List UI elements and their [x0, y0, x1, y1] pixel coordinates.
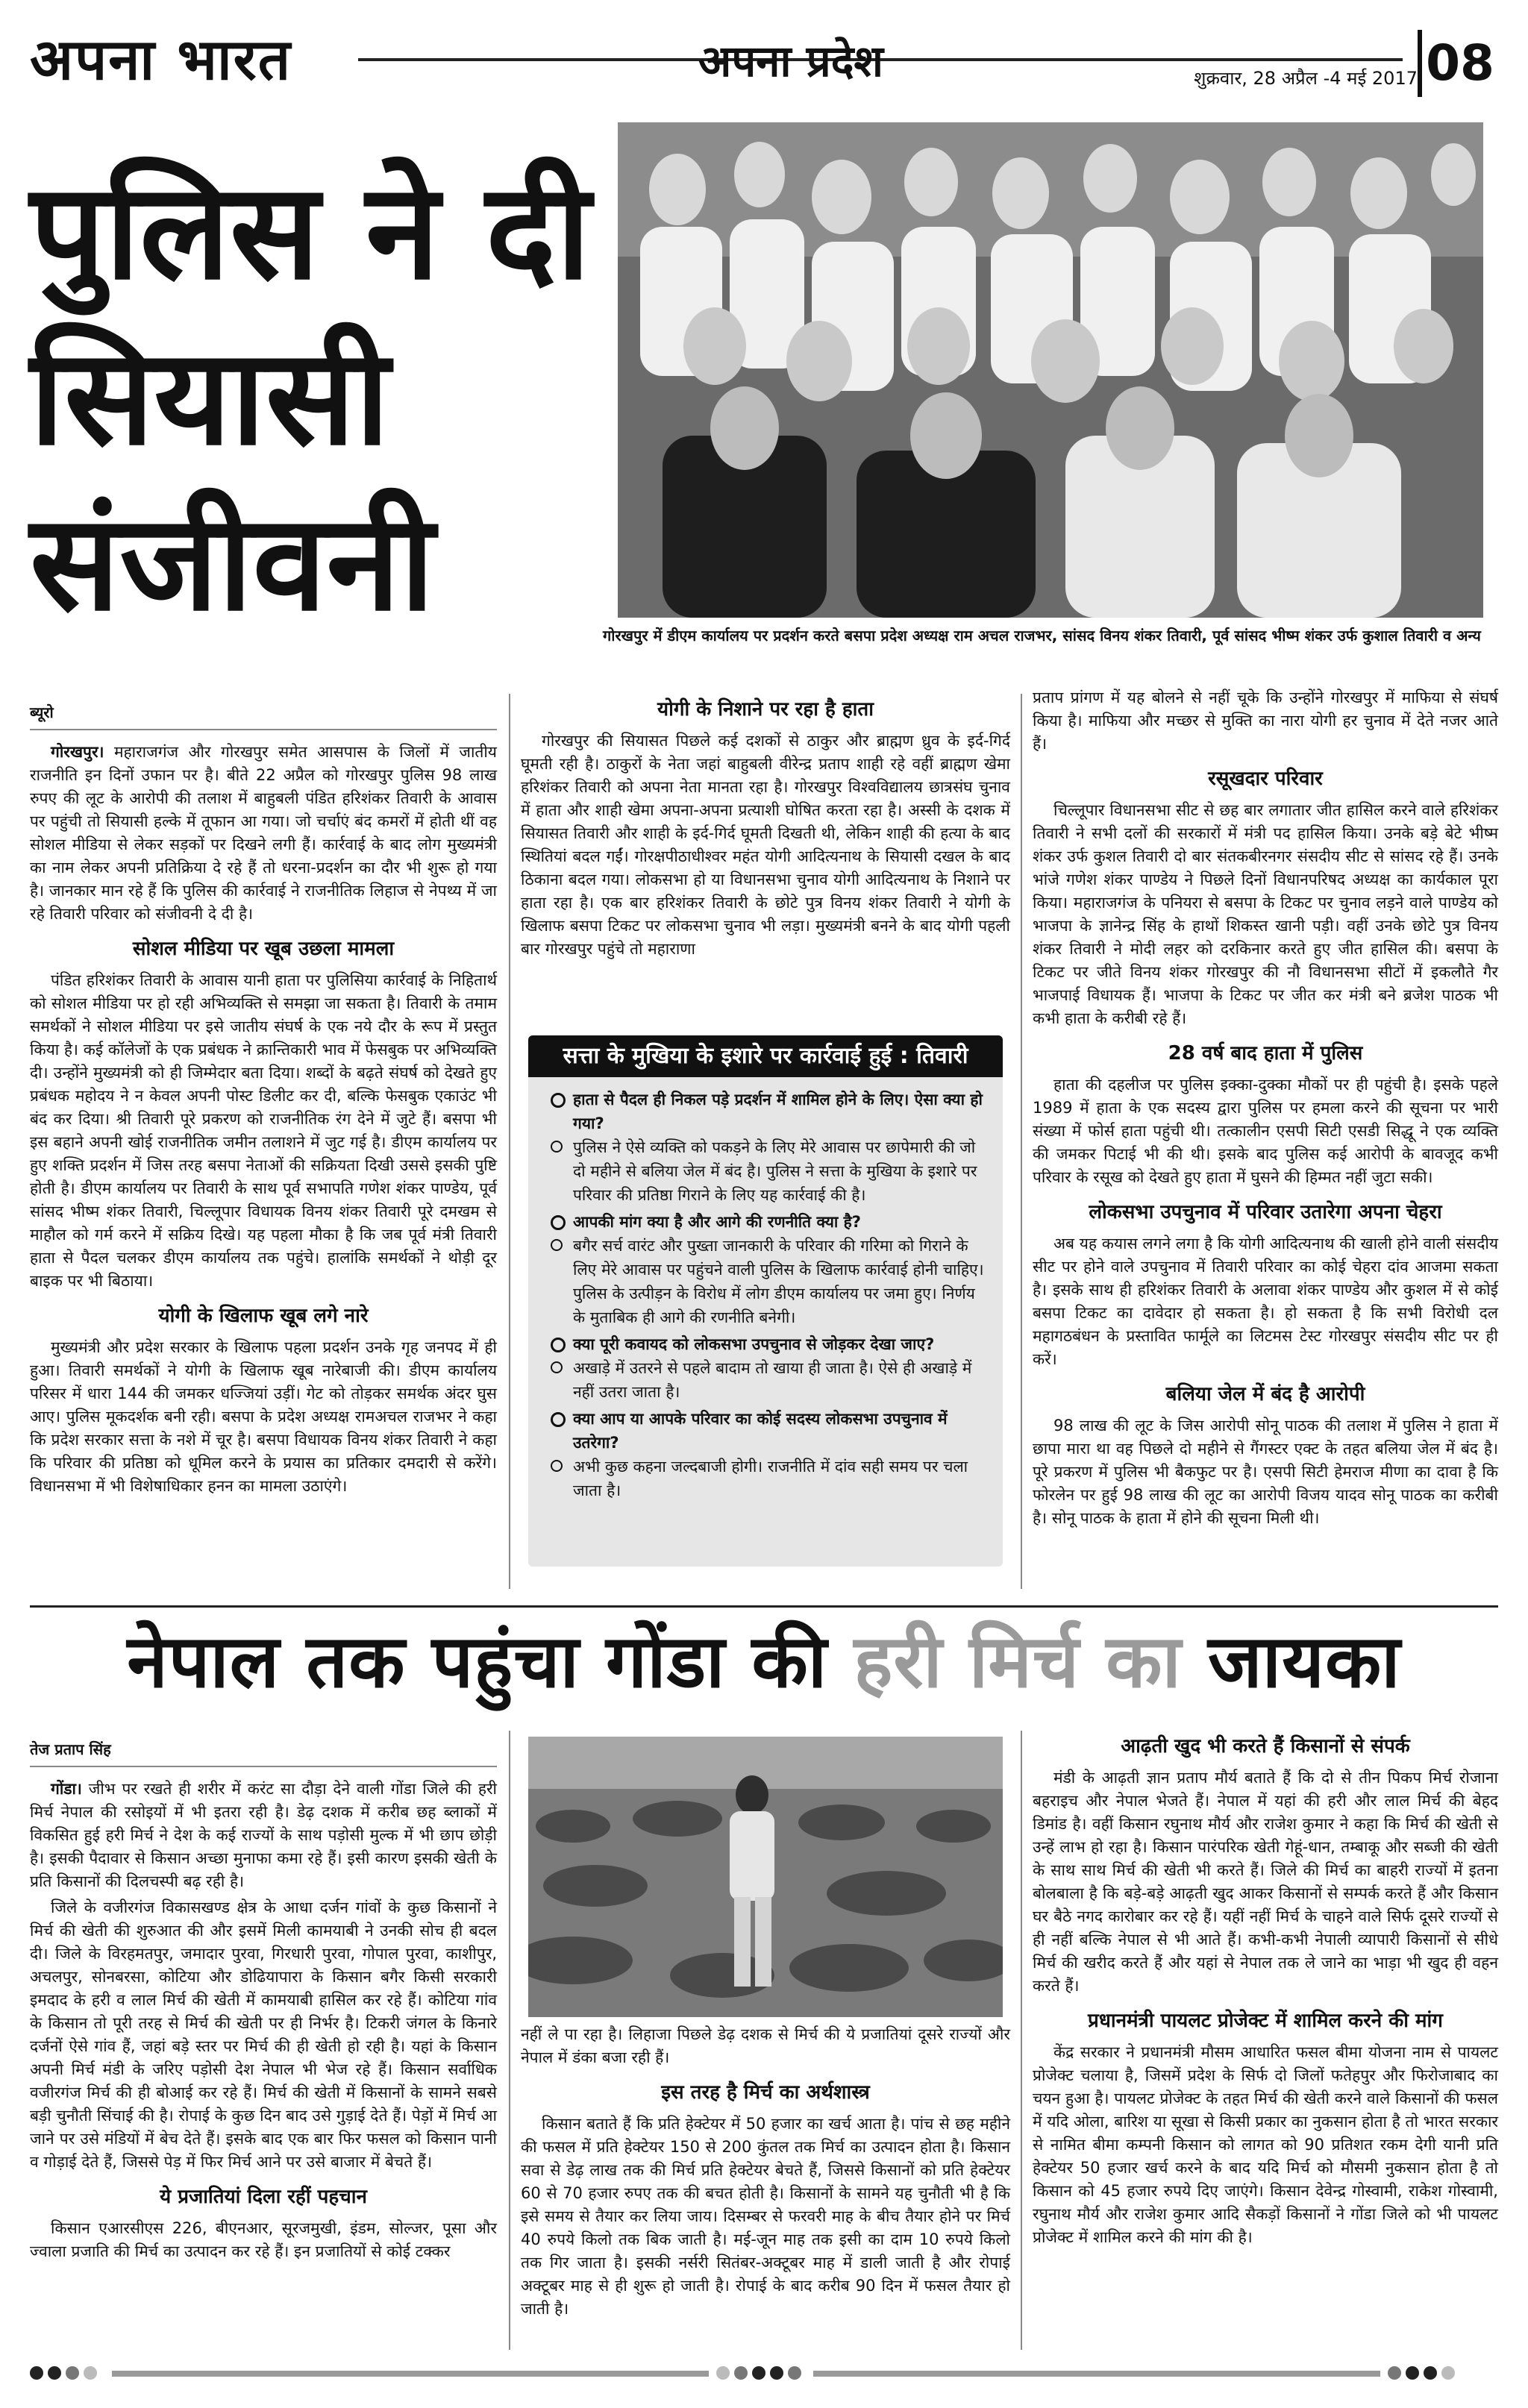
- interview-answer: अभी कुछ कहना जल्दबाजी होगी। राजनीति में दांव सही समय पर चला जाता है।: [551, 1455, 986, 1502]
- dot: [1388, 2366, 1401, 2380]
- dot: [1406, 2366, 1419, 2380]
- paragraph: हाता की दहलीज पर पुलिस इक्का-दुक्का मौकों पर ही पहुंची है। इसके पहले 1989 में हाता के एक सदस्य द्वारा पुलिस पर हमला करने की सूचना पर भारी संख्या में फोर्स हाता पहुंची थी। तत्कालीन एसपी सिटी एसडी सिद्धू ने एक व्यक्ति की जमकर पिटाई भी की थी। इसके बाद पुलिस कई आरोपी के बावजूद कभी परिवार के रसूख को देखते हुए हाता में घुसने की हिम्मत नहीं जुटा सकी।: [1033, 1076, 1498, 1186]
- masthead: [30, 22, 1498, 104]
- dateline: गोंडा।: [51, 1780, 82, 1798]
- subheading: प्रधानमंत्री पायलट प्रोजेक्ट में शामिल करने की मांग: [1088, 2010, 1443, 2032]
- dateline: गोरखपुर।: [51, 743, 104, 761]
- story2-column-2: [521, 2023, 1010, 2324]
- interview-question: हाता से पैदल ही निकल पड़े प्रदर्शन में शामिल होने के लिए। ऐसा क्या हो गया?: [551, 1088, 986, 1135]
- paragraph: मंडी के आढ़ती ज्ञान प्रताप मौर्य बताते हैं कि दो से तीन पिकप मिर्च रोजाना बहराइच और नेपाल भेजते हैं। नेपाल में यहां की हरी और लाल मिर्च की बेहद डिमांड है। वहीं किसान रघुनाथ मौर्य और राजेश कुमार ने कहा कि मिर्च की खेती से उन्हें लाभ हो रहा है। किसान पारंपरिक खेती गेहूं-धान, तम्बाकू और सब्जी की खेती के साथ साथ मिर्च की खेती भी करते हैं। जिले की मिर्च का बाहरी राज्यों में इतना बोलबाला है कि बड़े-बड़े आढ़ती खुद आकर किसानों से सम्पर्क करते हैं और किसान घर बैठे नगद कारोबार कर रहे हैं। यहीं नहीं मिर्च के चाहने वाले सिर्फ दूसरे राज्यों से ही नहीं बल्कि नेपाल से भी आते हैं। कभी-कभी नेपाली व्यापारी किसानों से सीधे मिर्च की खरीद करते हैं और यहां से नेपाल तक ले जाने का भाड़ा भी खुद ही वहन करते हैं।: [1033, 1769, 1498, 1995]
- dot: [734, 2366, 748, 2380]
- interview-question: आपकी मांग क्या है और आगे की रणनीति क्या है?: [551, 1210, 986, 1234]
- interview-answer: अखाड़े में उतरने से पहले बादाम तो खाया ही जाता है। ऐसे ही अखाड़े में नहीं उतरा जाता है।: [551, 1356, 986, 1404]
- story2-column-3: [1033, 1723, 1498, 2252]
- headline-line-3: संजीवनी: [30, 486, 435, 640]
- subheading: आढ़ती खुद भी करते हैं किसानों से संपर्क: [1121, 1735, 1410, 1758]
- page-number: 08: [1418, 30, 1498, 97]
- paragraph: गोरखपुर की सियासत पिछले कई दशकों से ठाकुर और ब्राह्मण ध्रुव के इर्द-गिर्द घूमती रही है। ठाकुरों के नेता जहां बाहुबली वीरेन्द्र प्रताप शाही रहे वहीं ब्राह्मण खेमा हरिशंकर तिवारी को अपना नेता मानता रहा है। गोरखपुर विश्वविद्यालय छात्रसंघ चुनाव में हाता और शाही खेमा अपना-अपना प्रत्याशी घोषित करता रहा है। अस्सी के दशक में सियासत तिवारी और शाही के इर्द-गिर्द घूमती दिखती थी, लेकिन शाही की हत्या के बाद स्थितियां बदल गईं। गोरक्षपीठाधीश्वर महंत योगी आदित्यनाथ के सियासी दखल के बाद ठिकाना बदल गया। लोकसभा हो या विधानसभा चुनाव योगी आदित्यनाथ के निशाने पर हाता रहा है। एक बार हरिशंकर तिवारी के छोटे पुत्र विनय शंकर तिवारी ने योगी के खिलाफ बसपा टिकट पर लोकसभा चुनाव भी लड़ा। मुख्यमंत्री बनने के बाद योगी पहली बार गोरखपुर पहुंचे तो महाराणा: [521, 732, 1010, 958]
- dot: [1424, 2366, 1437, 2380]
- dot: [788, 2366, 801, 2380]
- story-divider: [30, 1605, 1498, 1608]
- byline: ब्यूरो: [30, 701, 497, 730]
- subheading: योगी के निशाने पर रहा है हाता: [657, 698, 874, 721]
- dot: [30, 2366, 43, 2380]
- subheading: ये प्रजातियां दिला रहीं पहचान: [160, 2186, 367, 2208]
- paragraph: जीभ पर रखते ही शरीर में करंट सा दौड़ा देने वाली गोंडा जिले की हरी मिर्च नेपाल की रसोइयों में भी इतरा रही है। डेढ़ दशक में करीब छह ब्लाकों में विकसित हुई हरी मिर्च ने देश के कई राज्यों के साथ पड़ोसी मुल्क में भी छाप छोड़ी है। इसकी पैदावार से किसान अच्छा मुनाफा कमा रहे हैं। इसी कारण इसकी खेती के प्रति किसानों की दिलचस्पी बढ़ रही है।: [30, 1780, 497, 1890]
- footer-dots-center: [716, 2366, 806, 2381]
- dot: [716, 2366, 730, 2380]
- interview-question: क्या आप या आपके परिवार का कोई सदस्य लोकसभा उपचुनाव में उतरेगा?: [551, 1407, 986, 1455]
- second-headline: [30, 1617, 1498, 1707]
- section-name: अपना प्रदेश: [698, 36, 883, 87]
- issue-date: शुक्रवार, 28 अप्रैल -4 मई 2017: [1194, 68, 1418, 89]
- column-rule: [1021, 694, 1022, 1589]
- byline: तेज प्रताप सिंह: [30, 1738, 497, 1767]
- main-headline: [30, 149, 597, 646]
- dot: [84, 2366, 97, 2380]
- footer-bar: [112, 2371, 709, 2377]
- headline-part: नेपाल तक पहुंचा गोंडा की: [127, 1620, 854, 1705]
- paragraph: अब यह कयास लगने लगा है कि योगी आदित्यनाथ की खाली होने वाली संसदीय सीट पर होने वाले उपचुनाव में तिवारी परिवार का कोई चेहरा दांव आजमा सकता है। इसके साथ ही हरिशंकर तिवारी के अलावा शंकर पाण्डेय और कुशल में से कोई बसपा टिकट का दावेदार हो सकता है। हो सकता है कि सभी विरोधी दल महागठबंधन के प्रस्तावित फार्मूले का लिटमस टेस्ट गोरखपुर संसदीय सीट पर ही करें।: [1033, 1235, 1498, 1368]
- subheading: 28 वर्ष बाद हाता में पुलिस: [1168, 1042, 1363, 1065]
- subheading: सोशल मीडिया पर खूब उछला मामला: [132, 938, 395, 960]
- headline-line-2: सियासी: [30, 320, 390, 474]
- dot: [66, 2366, 79, 2380]
- photo-caption: गोरखपुर में डीएम कार्यालय पर प्रदर्शन करते बसपा प्रदेश अध्यक्ष राम अचल राजभर, सांसद विनय शंकर तिवारी, पूर्व सांसद भीष्म शंकर उर्फ कुशाल तिवारी व अन्य: [603, 627, 1481, 645]
- story1-column-3: [1033, 686, 1498, 1533]
- column-rule: [509, 1731, 510, 2350]
- footer-bar: [813, 2371, 1380, 2377]
- paragraph: 98 लाख की लूट के जिस आरोपी सोनू पाठक की तलाश में पुलिस ने हाता में छापा मारा था वह पिछले दो महीने से गैंगस्टर एक्ट के तहत बलिया जेल में बंद है। पूरे प्रकरण में पुलिस भी बैकफुट पर है। एसपी सिटी हेमराज मीणा का दावा है कि फोरलेन पर हुई 98 लाख की लूट का आरोपी विजय यादव सोनू पाठक का करीबी है। सोनू पाठक के हाता में होने की सूचना मिली थी।: [1033, 1417, 1498, 1527]
- interview-answer: पुलिस ने ऐसे व्यक्ति को पकड़ने के लिए मेरे आवास पर छापेमारी की जो दो महीने से बलिया जेल में बंद है। पुलिस ने सत्ता के मुखिया के इशारे पर परिवार की प्रतिष्ठा गिराने के लिए यह कार्रवाई की है।: [551, 1135, 986, 1207]
- subheading: योगी के खिलाफ खूब लगे नारे: [158, 1305, 369, 1327]
- paragraph: केंद्र सरकार ने प्रधानमंत्री मौसम आधारित फसल बीमा योजना नाम से पायलट प्रोजेक्ट चलाया है, जिसमें प्रदेश के सिर्फ दो जिलों फतेहपुर और फिरोजाबाद का चयन हुआ है। पायलट प्रोजेक्ट के तहत मिर्च की खेती करने वाले किसानों की फसल में यदि ओला, बारिश या सूखा से किसी प्रकार का नुकसान होता है तो भारत सरकार से नामित बीमा कम्पनी किसान को लागत को 90 प्रतिशत रकम देगी यानी प्रति हेक्टेयर 50 हजार खर्च करने के बाद यदि मिर्च को मौसमी नुकसान होता है तो किसान को 45 हजार रुपये दिए जाएंगे। किसान देवेन्द्र गोस्वामी, राकेश गोस्वामी, रघुनाथ मौर्य और राजेश कुमार आदि सैकड़ों किसानों ने गोंडा जिले को भी पायलट प्रोजेक्ट में शामिल करने की मांग की है।: [1033, 2043, 1498, 2246]
- paragraph: मुख्यमंत्री और प्रदेश सरकार के खिलाफ पहला प्रदर्शन उनके गृह जनपद में ही हुआ। तिवारी समर्थकों ने योगी के खिलाफ खूब नारेबाजी की। डीएम कार्यालय परिसर में धारा 144 की जमकर धज्जियां उड़ीं। गेट को तोड़कर समर्थक अंदर घुस आए। पुलिस मूकदर्शक बनी रही। बसपा के प्रदेश अध्यक्ष रामअचल राजभर ने कहा कि प्रदेश सरकार सत्ता के नशे में चूर है। बसपा विधायक विनय शंकर तिवारी ने कहा कि परिवार की प्रतिष्ठा को धूमिल करने के प्रयास का प्रतिकार दमदारी से करेंगे। विधानसभा में भी विशेषाधिकार हनन का मामला उठाएंगे।: [30, 1338, 497, 1495]
- footer-dots-right: [1388, 2366, 1459, 2381]
- subheading: इस तरह है मिर्च का अर्थशास्त्र: [661, 2081, 870, 2104]
- dot: [770, 2366, 783, 2380]
- dot: [752, 2366, 765, 2380]
- paragraph: जिले के वजीरगंज विकासखण्ड क्षेत्र के आधा दर्जन गांवों के कुछ किसानों ने मिर्च की खेती की शुरुआत की और इसमें मिली कामयाबी ने उनकी सोच ही बदल दी। जिले के विरहमतपुर, जमादार पुरवा, गिरधारी पुरवा, गोपाल पुरवा, काशीपुर, अचलपुर, सोनबरसा, कोटिया और डोढियापारा के किसान बगैर किसी सरकारी इमदाद के हरी व लाल मिर्च की खेती में कामयाबी हासिल कर रहे हैं। कोटिया गांव के किसान तो पूरी तरह से मिर्च की खेती पर ही निर्भर है। टिकरी जंगल के किनारे दर्जनों ऐसे गांव हैं, जहां बड़े स्तर पर मिर्च की ही खेती हो रही है। यहां के किसान अपनी मिर्च मंडी के जरिए पड़ोसी देश नेपाल भी भेज रहे हैं। किसान सर्वाधिक वजीरगंज मिर्च की ही बोआई कर रहे हैं। मिर्च की खेती में किसानों के सामने सबसे बड़ी चुनौती सिंचाई की है। रोपाई के कुछ दिन बाद उसे गुड़ाई देते हैं। पेड़ों में मिर्च आ जाने पर उसे मंडियों में बेच देते हैं। इसके बाद एक बार फिर फसल को किसान पानी व गोड़ाई देते हैं, जिससे पेड़ में फिर मिर्च आने पर उसे बाजार में बेचते हैं।: [30, 1899, 497, 2171]
- newspaper-logo: अपना भारत: [30, 26, 292, 93]
- story2-column-1: [30, 1738, 497, 2266]
- interview-answer: बगैर सर्च वारंट और पुख्ता जानकारी के परिवार की गरिमा को गिराने के लिए मेरे आवास पर पहुंचने वाली पुलिस के खिलाफ कार्रवाई होनी चाहिए। पुलिस के उत्पीड़न के विरोध में लोग डीएम कार्यालय पर जमा हुए। निर्णय के मुताबिक ही आगे की रणनीति बनेगी।: [551, 1234, 986, 1329]
- protest-crowd-photo: [618, 122, 1483, 618]
- story1-column-2: [521, 686, 1010, 964]
- dot: [1441, 2366, 1455, 2380]
- paragraph: चिल्लूपार विधानसभा सीट से छह बार लगातार जीत हासिल करने वाले हरिशंकर तिवारी ने सभी दलों की सरकारों में मंत्री पद हासिल किया। उनके बड़े बेटे भीष्म शंकर उर्फ कुशल तिवारी दो बार संतकबीरनगर संसदीय सीट से सांसद रहे हैं। उनके भांजे गणेश शंकर पाण्डेय ने पिछले दिनों विधानपरिषद अध्यक्ष का कार्यकाल पूरा किया। महाराजगंज के पनियरा से बसपा के टिकट पर चुनाव लड़ने वाले पाण्डेय को भाजपा के ज्ञानेन्द्र सिंह के हाथों शिकस्त खानी पड़ी। वहीं उनके छोटे पुत्र विनय शंकर तिवारी ने मोदी लहर को दरकिनार करते हुए जीत हासिल की। बसपा के टिकट पर जीते विनय शंकर गोरखपुर की नौ विधानसभा सीटों में इकलौते गैर भाजपाई विधायक हैं। भाजपा के टिकट पर जीत कर मंत्री बने ब्रजेश पाठक भी कभी हाता के करीबी रहे हैं।: [1033, 801, 1498, 1027]
- interview-title: सत्ता के मुखिया के इशारे पर कार्रवाई हुई : तिवारी: [528, 1035, 1003, 1077]
- paragraph: नहीं ले पा रहा है। लिहाजा पिछले डेढ़ दशक से मिर्च की ये प्रजातियां दूसरे राज्यों और नेपाल में डंका बजा रही हैं।: [521, 2025, 1010, 2066]
- headline-line-1: पुलिस ने दी: [30, 154, 591, 309]
- subheading: लोकसभा उपचुनाव में परिवार उतारेगा अपना चेहरा: [1089, 1201, 1442, 1223]
- column-rule: [509, 694, 510, 1589]
- interview-question: क्या पूरी कवायद को लोकसभा उपचुनाव से जोड़कर देखा जाए?: [551, 1332, 986, 1356]
- interview-box: [528, 1035, 1003, 1567]
- headline-highlight: हरी मिर्च का: [854, 1620, 1182, 1705]
- dot: [48, 2366, 61, 2380]
- paragraph: किसान बताते हैं कि प्रति हेक्टेयर में 50 हजार का खर्च आता है। पांच से छह महीने की फसल में प्रति हेक्टेयर 150 से 200 कुंतल तक मिर्च का उत्पादन होता है। किसान सवा से डेढ़ लाख तक की मिर्च प्रति हेक्टेयर बेचते हैं, जिससे किसानों को प्रति हेक्टेयर 60 से 70 हजार रुपए तक की बचत होती है। किसानों के सामने यह चुनौती भी है कि इसे समय से तैयार कर लिया जाय। दिसम्बर से फरवरी माह के बीच तैयार होने पर मिर्च 40 रुपये किलो तक बिक जाती है। मई-जून माह तक इसी का दाम 10 रुपये किलो तक गिर जाता है। इसकी नर्सरी सितंबर-अक्टूबर माह में डाली जाती है और रोपाई अक्टूबर माह से ही शुरू हो जाती है। रोपाई के बाद करीब 90 दिन में फसल तैयार हो जाती है।: [521, 2115, 1010, 2318]
- paragraph: पंडित हरिशंकर तिवारी के आवास यानी हाता पर पुलिसिया कार्रवाई के निहितार्थ को सोशल मीडिया पर हो रही अभिव्यक्ति से समझा जा सकता है। तिवारी के तमाम समर्थकों ने सोशल मीडिया पर इसे जातीय संघर्ष के एक नये दौर के रूप में प्रस्तुत किया है। कई कॉलेजों के एक प्रबंधक ने क्रान्तिकारी भाव में फेसबुक पर अभिव्यक्ति दी। उन्होंने मुख्यमंत्री को ही जिम्मेदार बता दिया। शब्दों के बढ़ते संघर्ष को देखते हुए प्रबंधक महोदय ने न केवल अपनी पोस्ट डिलीट कर दी, बल्कि फेसबुक एकाउंट भी बंद कर दिया। श्री तिवारी पूरे प्रकरण को राजनीतिक रंग देने में जुटे हैं। बसपा भी इस बहाने अपनी खोई राजनीतिक जमीन तलाशने में जुट गई है। डीएम कार्यालय पर हुए शक्ति प्रदर्शन में जिस तरह बसपा नेताओं की सक्रियता दिखी उससे इसकी पुष्टि होती है। डीएम कार्यालय पर तिवारी के साथ पूर्व सभापति गणेश शंकर पाण्डेय, पूर्व सांसद भीष्म शंकर तिवारी, चिल्लूपार विधायक विनय शंकर तिवारी पूरे दमखम से माहौल को गर्म करने में सक्रिय दिखे। यह पहला मौका है कि जब पूर्व मंत्री तिवारी हाता से पैदल चलकर डीएम कार्यालय तक पहुंचे। हालांकि समर्थकों ने थोड़ी दूर बाइक पर भी बिठाया।: [30, 971, 497, 1290]
- paragraph: किसान एआरसीएस 226, बीएनआर, सूरजमुखी, इंडम, सोल्जर, पूसा और ज्वाला प्रजाति की मिर्च का उत्पादन कर रहे हैं। इन प्रजातियों से कोई टक्कर: [30, 2219, 497, 2260]
- paragraph: प्रताप प्रांगण में यह बोलने से नहीं चूके कि उन्होंने गोरखपुर में माफिया से संघर्ष किया है। माफिया और मच्छर से मुक्ति का नारा योगी हर चुनाव में देते नजर आते हैं।: [1033, 689, 1498, 753]
- story1-column-1: [30, 701, 497, 1501]
- subheading: रसूखदार परिवार: [1208, 768, 1323, 790]
- column-rule: [1021, 1731, 1022, 2350]
- subheading: बलिया जेल में बंद है आरोपी: [1165, 1383, 1365, 1405]
- interview-body: [528, 1077, 1003, 1502]
- footer-dots-left: [30, 2366, 101, 2381]
- chilli-farmer-photo: [528, 1737, 1003, 2017]
- paragraph: महाराजगंज और गोरखपुर समेत आसपास के जिलों में जातीय राजनीति इन दिनों उफान पर है। बीते 22 अप्रैल को गोरखपुर पुलिस 98 लाख रुपए की लूट के आरोपी की तलाश में बाहुबली पंडित हरिशंकर तिवारी के आवास पर पहुंची तो सियासी हल्के में तूफान आ गया। जो चर्चाएं बंद कमरों में होती थीं वह सोशल मीडिया से लेकर सड़कों पर दिखने लगी हैं। कार्रवाई के बाद लोग मुख्यमंत्री का नाम लेकर अपनी प्रतिक्रिया दे रहे हैं तो धरना-प्रदर्शन का दौर भी शुरू हो गया है। जानकार मान रहे हैं कि पुलिस की कार्रवाई ने राजनीतिक लिहाज से नेपथ्य में जा रहे तिवारी परिवार को संजीवनी दे दी है।: [30, 743, 497, 923]
- headline-part: जायका: [1181, 1620, 1401, 1705]
